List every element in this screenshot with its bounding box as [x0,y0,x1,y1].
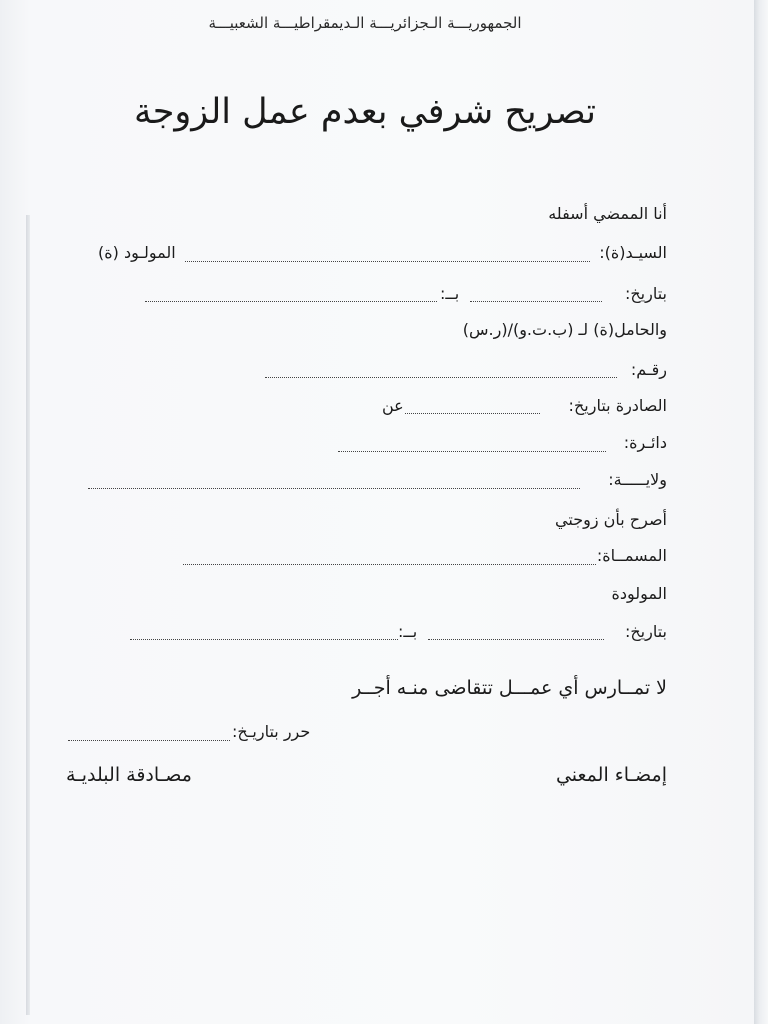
field-daira-line[interactable] [338,451,606,452]
label-daira: دائـرة: [623,433,667,452]
republic-header: الجمهوريـــة الـجزائريـــة الـديمقراطيـــة الشعبيـــة [208,14,522,32]
label-at-2: بــ: [398,622,418,641]
declare-text: أصرح بأن زوجتي [555,510,667,529]
intro-text: أنا الممضي أسفله [548,204,667,223]
label-date-1: بتاريخ: [624,284,667,303]
document-title: تصريح شرفي بعدم عمل الزوجة [133,92,597,132]
field-named-line[interactable] [183,564,596,565]
label-issued: الصادرة بتاريخ: [568,396,667,415]
municipality-certification-label: مصـادقة البلديـة [66,764,192,786]
label-number: رقـم: [630,360,667,379]
statement-text: لا تمــارس أي عمـــل تتقاضى منـه أجــر [352,677,667,699]
label-at-1: بــ: [440,284,460,303]
label-made-on: حرر بتاريـخ: [232,722,311,741]
field-issued-line[interactable] [405,413,540,414]
field-date-2-line[interactable] [428,639,604,640]
field-date-1-line[interactable] [470,301,602,302]
label-named: المسمــاة: [596,546,667,565]
field-place-2-line[interactable] [130,639,398,640]
label-sayed: السيـد(ة): [599,243,667,262]
field-wilaya-line[interactable] [88,488,580,489]
field-place-1-line[interactable] [145,301,437,302]
paper-edge [754,0,768,1024]
signature-label: إمضـاء المعني [555,764,667,786]
label-date-2: بتاريخ: [624,622,667,641]
label-wilaya: ولايـــــة: [608,470,667,489]
field-number-line[interactable] [265,377,617,378]
field-made-on-line[interactable] [68,740,230,741]
label-holder: والحامل(ة) لـ (ب.ت.و)/(ر.س) [462,320,667,339]
label-from: عن [382,396,404,415]
label-born-female: المولودة [611,584,667,603]
paper-fold-shadow [26,215,30,1015]
label-born: المولـود (ة) [98,243,176,262]
field-sayed-line[interactable] [185,261,590,262]
